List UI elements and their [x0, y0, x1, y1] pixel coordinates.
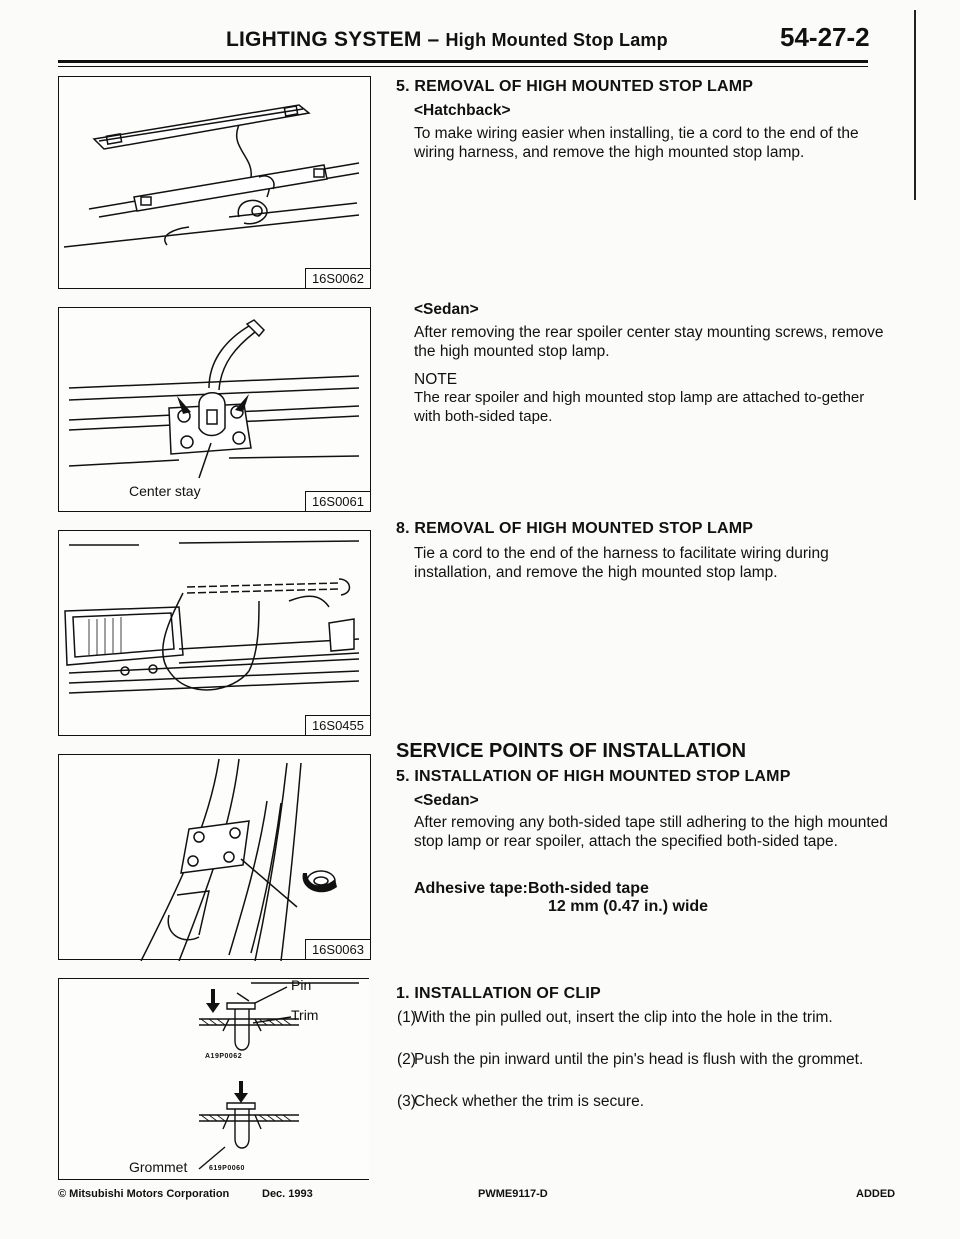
figure-hatchback-lamp [58, 76, 371, 289]
illustration-clip [59, 979, 370, 1181]
body-installation-lamp: After removing any both-sided tape still adhering to the high mounted stop lamp or rear spoiler, attach the specified both-sided tape. [414, 814, 888, 850]
spec-value-2: 12 mm (0.47 in.) wide [548, 898, 709, 915]
illustration-spoiler-tape [59, 755, 372, 961]
body-removal-hatchback: To make wiring easier when installing, tie a cord to the end of the wiring harness, and remove the high mounted stop lamp. [414, 125, 859, 161]
body-removal-sedan: After removing the rear spoiler center stay mounting screws, remove the high mounted stop lamp. [414, 324, 884, 360]
clip-figure-code-1: A19P0062 [205, 1053, 243, 1060]
footer-doc-code: PWME9117-D [478, 1188, 548, 1200]
pin-label: Pin [291, 977, 312, 993]
page-title [226, 28, 668, 52]
clip-step-number: (2) [397, 1051, 416, 1068]
spec-label: Adhesive tape: [414, 880, 528, 897]
center-stay-label: Center stay [129, 483, 201, 499]
footer-date: Dec. 1993 [262, 1188, 313, 1200]
margin-line [914, 10, 916, 200]
body-removal-8: Tie a cord to the end of the harness to facilitate wiring during installation, and remove the high mounted stop lamp. [414, 545, 829, 581]
illustration-center-stay [59, 308, 372, 513]
variant-sedan-install: <Sedan> [414, 792, 479, 809]
header-rule [58, 60, 868, 63]
figure-center-stay [58, 307, 371, 512]
figure-code: 16S0062 [305, 268, 370, 288]
page-subtitle: High Mounted Stop Lamp [445, 30, 668, 50]
figure-code: 16S0455 [305, 715, 370, 735]
figure-code: 16S0063 [305, 939, 370, 959]
grommet-label: Grommet [129, 1159, 188, 1175]
heading-removal-hatchback: 5. REMOVAL OF HIGH MOUNTED STOP LAMP [396, 78, 754, 95]
heading-installation-lamp: 5. INSTALLATION OF HIGH MOUNTED STOP LAMP [396, 768, 791, 785]
trim-label: Trim [291, 1007, 319, 1023]
section-title-service-points: SERVICE POINTS OF INSTALLATION [396, 740, 747, 762]
figure-spoiler-tape [58, 754, 371, 960]
clip-step-number: (1) [397, 1009, 416, 1026]
clip-figure-code-2: 619P0060 [209, 1165, 245, 1172]
note-label: NOTE [414, 371, 458, 388]
clip-step-text: Push the pin inward until the pin's head is flush with the grommet. [414, 1051, 864, 1068]
note-body: The rear spoiler and high mounted stop lamp are attached to-gether with both-sided tape. [414, 389, 865, 425]
header-rule-thin [58, 66, 868, 67]
clip-step-number: (3) [397, 1093, 416, 1110]
footer-copyright: © Mitsubishi Motors Corporation [58, 1188, 230, 1200]
footer-status: ADDED [856, 1188, 896, 1200]
page-number: 54-27-2 [780, 22, 870, 52]
heading-installation-clip: 1. INSTALLATION OF CLIP [396, 985, 601, 1002]
clip-step-text: Check whether the trim is secure. [414, 1093, 645, 1110]
clip-step-text: With the pin pulled out, insert the clip into the hole in the trim. [414, 1009, 833, 1026]
spec-value-1: Both-sided tape [528, 880, 649, 897]
figure-code: 16S0061 [305, 491, 370, 511]
variant-hatchback: <Hatchback> [414, 102, 511, 119]
illustration-sedan-lamp [59, 531, 372, 737]
heading-removal-8: 8. REMOVAL OF HIGH MOUNTED STOP LAMP [396, 520, 754, 537]
figure-clip [58, 978, 369, 1180]
variant-sedan: <Sedan> [414, 301, 479, 318]
figure-sedan-lamp [58, 530, 371, 736]
page-title-main: LIGHTING SYSTEM – [226, 28, 440, 51]
illustration-hatchback-lamp [59, 77, 372, 290]
